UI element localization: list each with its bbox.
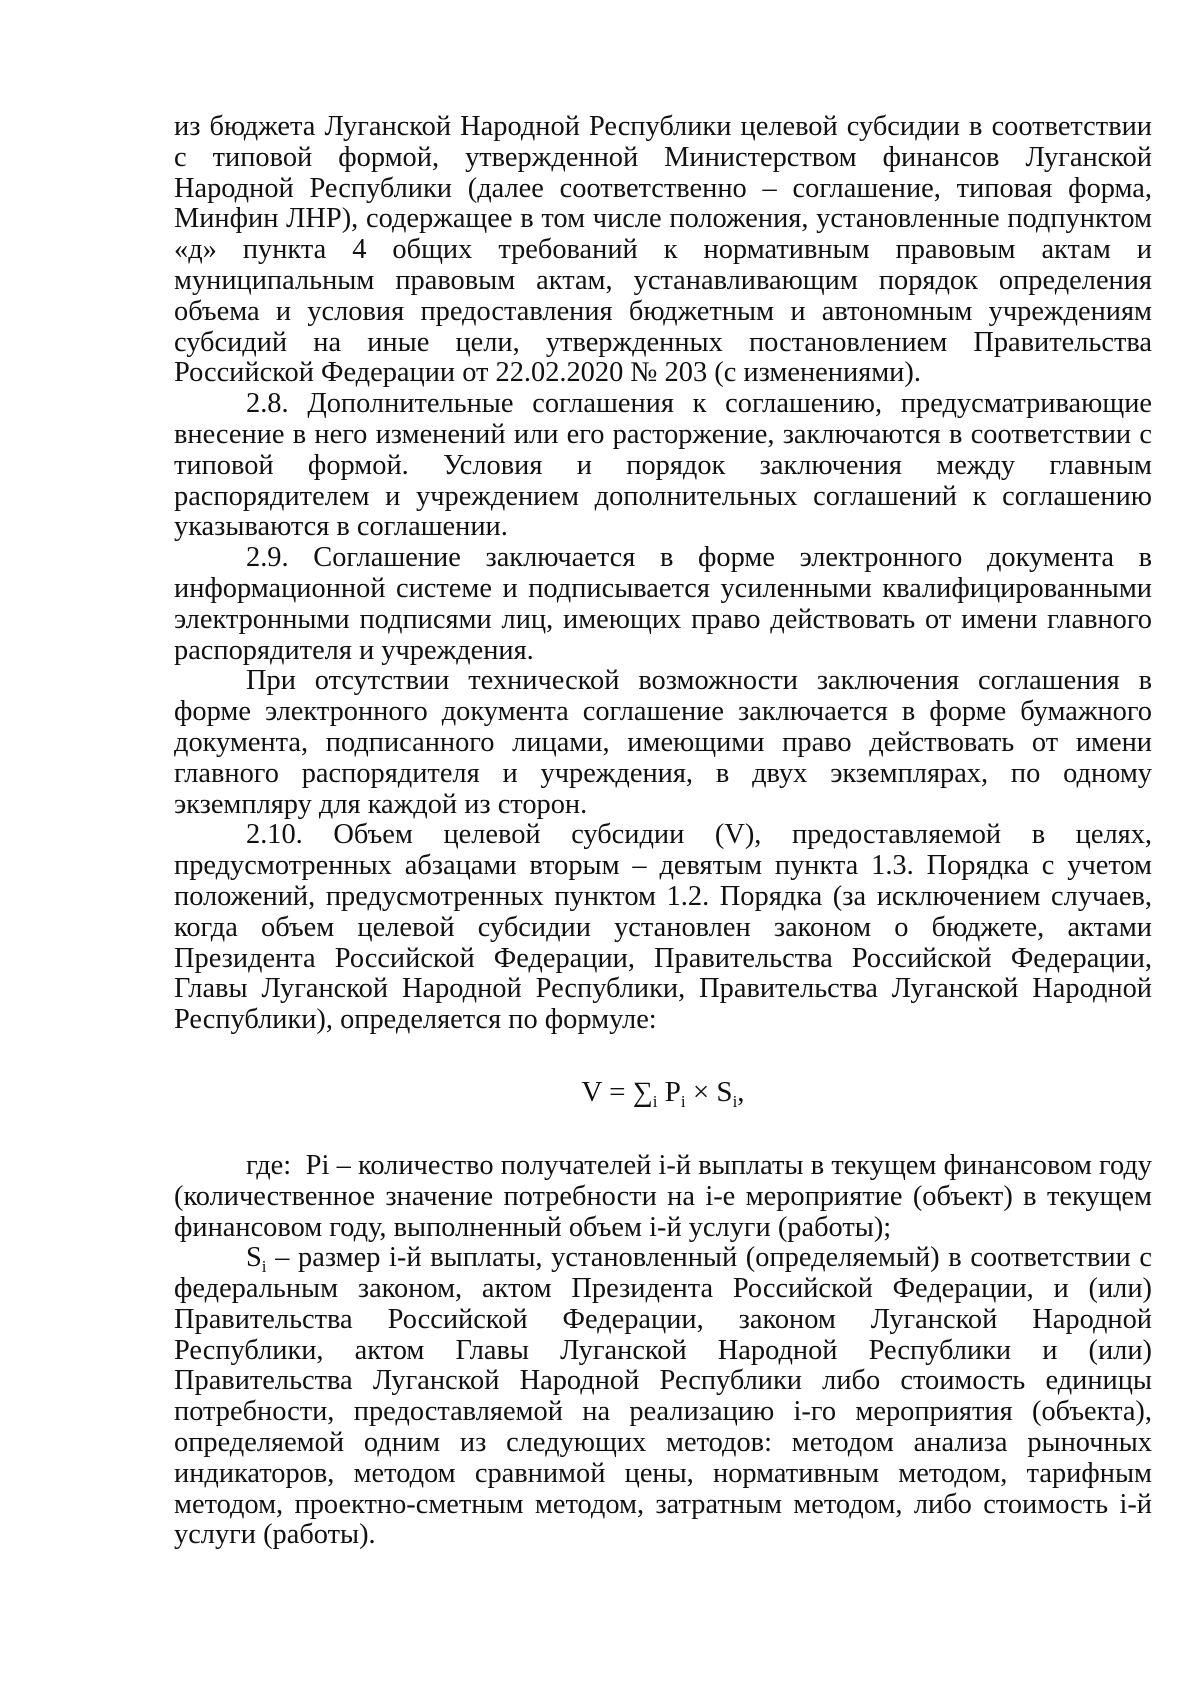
clause-number: 2.10. <box>246 819 303 851</box>
paragraph-2-10 <box>174 820 1152 1036</box>
clause-number: 2.8. <box>246 388 289 420</box>
formula-equals: = <box>609 1075 626 1108</box>
paragraph-no-tech: При отсутствии технической возможности заключения соглашения в форме электронного документа соглашение заключается в форме бумажного документа, подписанного лицами, имеющими право действовать от имени главного распорядителя и учреждения, в двух экземплярах, по одному экземпляру для каждой из сторон. <box>174 665 1152 820</box>
paragraph-continuation: из бюджета Луганской Народной Республики целевой субсидии в соответствии с типовой формой, утвержденной Министерством финансов Луганской Народной Республики (далее соответственно – соглашение, типовая форма, Минфин ЛНР), содержащее в том числе положения, установленные подпунктом «д» пункта 4 общих требований к нормативным правовым актам и муниципальным правовым актам, устанавливающим порядок определения объема и условия предоставления бюджетным и автономным учреждениям субсидий на иные цели, утвержденных постановлением Правительства Российской Федерации от 22.02.2020 № 203 (с изменениями). <box>174 111 1152 389</box>
clause-text: Дополнительные соглашения к соглашению, предусматривающие внесение в него изменений или его расторжение, заключаются в соответствии с типовой формой. Условия и порядок заключения между главным распорядителем и учреждением дополнительных соглашений к соглашению указываются в соглашении. <box>174 388 1152 543</box>
document-page <box>174 112 1152 1551</box>
clause-text: Соглашение заключается в форме электронного документа в информационной системе и подписывается усиленными квалифицированными электронными подписями лиц, имеющих право действовать от имени главного распорядителя и учреждения. <box>174 542 1152 666</box>
paragraph-where-pi <box>174 1151 1152 1243</box>
paragraph-2-8 <box>174 389 1152 543</box>
si-definition: – размер i-й выплаты, установленный (определяемый) в соответствии с федеральным законом, актом Президента Российской Федерации, и (или) Правительства Российской Федерации, законом Луганской Народной Республики, актом Главы Луганской Народной Республики и (или) Правительства Луганской Народной Республики либо стоимость единицы потребности, предоставляемой на реализацию i-го мероприятия (объекта), определяемой одним из следующих методов: методом анализа рыночных индикаторов, методом сравнимой цены, нормативным методом, тарифным методом, проектно-сметным методом, затратным методом, либо стоимость i-й услуги (работы). <box>174 1242 1152 1551</box>
formula-comma: , <box>737 1075 745 1108</box>
formula-p: P <box>664 1075 681 1108</box>
formula-times: × <box>692 1075 710 1108</box>
sum-symbol: ∑ <box>632 1076 653 1108</box>
s-index: i <box>732 1091 738 1111</box>
sum-index: i <box>652 1091 658 1111</box>
pi-definition: Pi – количество получателей i-й выплаты в текущем финансовом году (количественное значение потребности на i-е мероприятие (объект) в текущем финансовом году, выполненный объем i-й услуги (работы); <box>174 1149 1152 1243</box>
where-label: где: <box>246 1149 292 1181</box>
paragraph-si <box>174 1243 1152 1551</box>
p-index: i <box>680 1091 686 1111</box>
paragraph-2-9 <box>174 543 1152 666</box>
clause-text: Объем целевой субсидии (V), предоставляемой в целях, предусмотренных абзацами вторым – девятым пункта 1.3. Порядка с учетом положений, предусмотренных пунктом 1.2. Порядка (за исключением случаев, когда объем целевой субсидии установлен законом о бюджете, актами Президента Российской Федерации, Правительства Российской Федерации, Главы Луганской Народной Республики, Правительства Луганской Народной Республики), определяется по формуле: <box>174 819 1152 1036</box>
formula-lhs: V <box>581 1075 602 1108</box>
clause-number: 2.9. <box>246 542 289 574</box>
si-symbol: S <box>246 1242 262 1274</box>
subsidy-formula <box>174 1076 1152 1109</box>
si-index: i <box>261 1257 267 1277</box>
formula-s: S <box>716 1075 733 1108</box>
